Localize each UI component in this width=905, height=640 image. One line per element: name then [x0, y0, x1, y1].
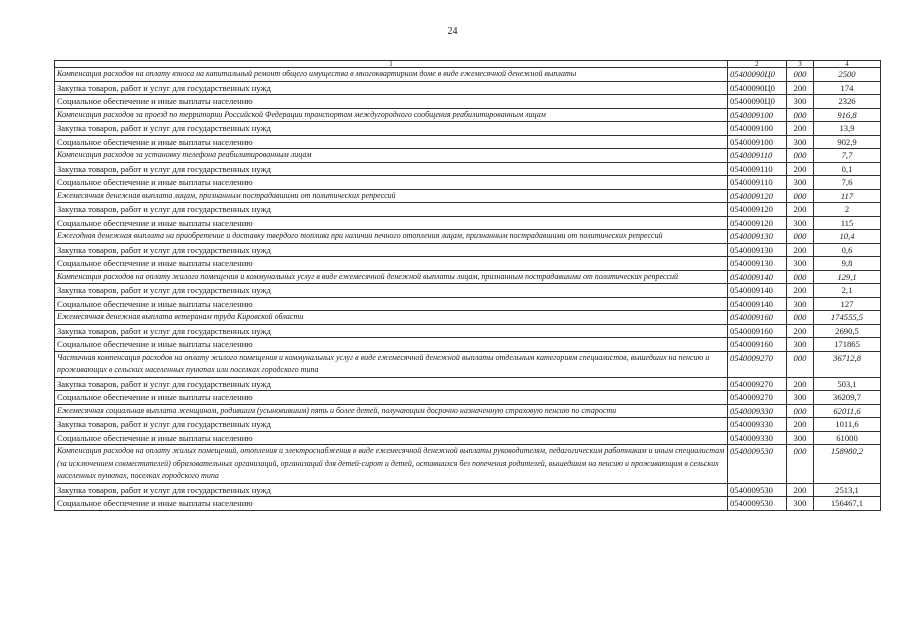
expense-type-cell: 300 [787, 95, 814, 109]
target-code-cell: 0540009160 [728, 311, 787, 325]
item-name-cell: Социальное обеспечение и иные выплаты населению [55, 391, 728, 405]
table-row-section [55, 270, 881, 284]
amount-cell: 2326 [814, 95, 881, 109]
expense-type-cell: 200 [787, 324, 814, 338]
expense-type-cell: 200 [787, 243, 814, 257]
table-row [55, 95, 881, 109]
target-code-cell: 05400090Ц0 [728, 95, 787, 109]
table-row [55, 81, 881, 95]
item-name-cell: Закупка товаров, работ и услуг для государственных нужд [55, 284, 728, 298]
expense-type-cell: 000 [787, 189, 814, 203]
column-number-row [55, 61, 881, 68]
amount-cell: 129,1 [814, 270, 881, 284]
amount-cell: 61000 [814, 431, 881, 445]
table-row-section [55, 230, 881, 244]
target-code-cell: 0540009140 [728, 284, 787, 298]
expense-type-cell: 000 [787, 445, 814, 484]
target-code-cell: 0540009100 [728, 122, 787, 136]
table-row [55, 135, 881, 149]
table-row [55, 497, 881, 511]
item-name-cell: Социальное обеспечение и иные выплаты населению [55, 176, 728, 190]
target-code-cell: 0540009130 [728, 243, 787, 257]
table-row [55, 284, 881, 298]
column-number: 1 [55, 61, 728, 68]
table-row [55, 483, 881, 497]
item-name-cell: Закупка товаров, работ и услуг для государственных нужд [55, 243, 728, 257]
target-code-cell: 0540009120 [728, 216, 787, 230]
column-number: 2 [728, 61, 787, 68]
expense-type-cell: 300 [787, 176, 814, 190]
target-code-cell: 0540009130 [728, 230, 787, 244]
expense-type-cell: 200 [787, 122, 814, 136]
amount-cell: 117 [814, 189, 881, 203]
item-name-cell: Закупка товаров, работ и услуг для государственных нужд [55, 418, 728, 432]
expense-type-cell: 300 [787, 135, 814, 149]
target-code-cell: 0540009160 [728, 338, 787, 352]
expense-type-cell: 200 [787, 203, 814, 217]
table-row-section [55, 149, 881, 163]
target-code-cell: 0540009270 [728, 391, 787, 405]
expense-type-cell: 300 [787, 431, 814, 445]
item-name-cell: Социальное обеспечение и иные выплаты населению [55, 257, 728, 271]
budget-table-body [55, 61, 881, 511]
target-code-cell: 0540009140 [728, 270, 787, 284]
target-code-cell: 0540009110 [728, 176, 787, 190]
table-row [55, 418, 881, 432]
target-code-cell: 0540009140 [728, 297, 787, 311]
column-number: 3 [787, 61, 814, 68]
item-name-cell: Социальное обеспечение и иные выплаты населению [55, 431, 728, 445]
amount-cell: 2690,5 [814, 324, 881, 338]
table-row [55, 338, 881, 352]
amount-cell: 115 [814, 216, 881, 230]
target-code-cell: 0540009120 [728, 189, 787, 203]
amount-cell: 2513,1 [814, 483, 881, 497]
table-row [55, 176, 881, 190]
page-number: 24 [447, 26, 458, 37]
target-code-cell: 0540009120 [728, 203, 787, 217]
item-name-cell: Закупка товаров, работ и услуг для государственных нужд [55, 377, 728, 391]
amount-cell: 36209,7 [814, 391, 881, 405]
expense-type-cell: 300 [787, 338, 814, 352]
table-row-section [55, 108, 881, 122]
target-code-cell: 0540009530 [728, 497, 787, 511]
item-name-cell: Ежемесячная денежная выплата лицам, признанным пострадавшими от политических репрессий [55, 189, 728, 203]
expense-type-cell: 000 [787, 351, 814, 377]
table-row [55, 324, 881, 338]
expense-type-cell: 300 [787, 257, 814, 271]
table-row-section [55, 351, 881, 377]
amount-cell: 158980,2 [814, 445, 881, 484]
amount-cell: 127 [814, 297, 881, 311]
amount-cell: 62011,6 [814, 404, 881, 418]
target-code-cell: 05400090Ц0 [728, 68, 787, 82]
target-code-cell: 0540009330 [728, 431, 787, 445]
expense-type-cell: 200 [787, 418, 814, 432]
amount-cell: 174 [814, 81, 881, 95]
target-code-cell: 0540009530 [728, 445, 787, 484]
table-row [55, 162, 881, 176]
amount-cell: 2 [814, 203, 881, 217]
table-row [55, 431, 881, 445]
item-name-cell: Социальное обеспечение и иные выплаты населению [55, 95, 728, 109]
table-row [55, 203, 881, 217]
target-code-cell: 0540009130 [728, 257, 787, 271]
amount-cell: 902,9 [814, 135, 881, 149]
item-name-cell: Компенсация расходов на оплату взноса на капитальный ремонт общего имущества в многоквартирном доме в виде ежемесячной денежной выплаты [55, 68, 728, 82]
table-row-section [55, 311, 881, 325]
amount-cell: 156467,1 [814, 497, 881, 511]
target-code-cell: 05400090Ц0 [728, 81, 787, 95]
amount-cell: 10,4 [814, 230, 881, 244]
amount-cell: 36712,8 [814, 351, 881, 377]
table-row [55, 377, 881, 391]
target-code-cell: 0540009100 [728, 135, 787, 149]
amount-cell: 0,6 [814, 243, 881, 257]
amount-cell: 174555,5 [814, 311, 881, 325]
item-name-cell: Закупка товаров, работ и услуг для государственных нужд [55, 203, 728, 217]
expense-type-cell: 300 [787, 297, 814, 311]
item-name-cell: Компенсация расходов на оплату жилого помещения и коммунальных услуг в виде ежемесячной денежной выплаты лицам, признанным пострадавшими от политических репрессий [55, 270, 728, 284]
target-code-cell: 0540009530 [728, 483, 787, 497]
table-row [55, 257, 881, 271]
item-name-cell: Закупка товаров, работ и услуг для государственных нужд [55, 162, 728, 176]
item-name-cell: Социальное обеспечение и иные выплаты населению [55, 135, 728, 149]
expense-type-cell: 200 [787, 284, 814, 298]
target-code-cell: 0540009270 [728, 377, 787, 391]
budget-table [54, 60, 881, 511]
expense-type-cell: 000 [787, 230, 814, 244]
expense-type-cell: 300 [787, 216, 814, 230]
item-name-cell: Закупка товаров, работ и услуг для государственных нужд [55, 81, 728, 95]
item-name-cell: Ежемесячная денежная выплата ветеранам труда Кировской области [55, 311, 728, 325]
amount-cell: 7,6 [814, 176, 881, 190]
amount-cell: 2,1 [814, 284, 881, 298]
table-row [55, 391, 881, 405]
item-name-cell: Социальное обеспечение и иные выплаты населению [55, 216, 728, 230]
item-name-cell: Компенсация расходов на оплату жилых помещений, отопления и электроснабжения в виде ежемесячной денежной выплаты руководителям, педагогическим работникам и иным специалистам (за исключением совместителей) образовательных организаций, организаций для детей-сирот и детей, оставшихся без попечения родителей, вышедшим на пенсию и проживающим в сельских населенных пунктах, поселках городского типа [55, 445, 728, 484]
expense-type-cell: 000 [787, 68, 814, 82]
table-row [55, 297, 881, 311]
table-row [55, 122, 881, 136]
target-code-cell: 0540009110 [728, 162, 787, 176]
expense-type-cell: 300 [787, 497, 814, 511]
table-row-section [55, 189, 881, 203]
amount-cell: 13,9 [814, 122, 881, 136]
table-row-section [55, 68, 881, 82]
target-code-cell: 0540009160 [728, 324, 787, 338]
table-row [55, 216, 881, 230]
amount-cell: 1011,6 [814, 418, 881, 432]
amount-cell: 0,1 [814, 162, 881, 176]
expense-type-cell: 000 [787, 404, 814, 418]
amount-cell: 916,8 [814, 108, 881, 122]
amount-cell: 2500 [814, 68, 881, 82]
item-name-cell: Компенсация расходов за проезд по территории Российской Федерации транспортом междугородного сообщения реабилитированным лицам [55, 108, 728, 122]
expense-type-cell: 200 [787, 483, 814, 497]
item-name-cell: Социальное обеспечение и иные выплаты населению [55, 497, 728, 511]
item-name-cell: Ежемесячная социальная выплата женщинам, родившим (усыновившим) пять и более детей, получающим досрочно назначенную страховую пенсию по старости [55, 404, 728, 418]
expense-type-cell: 000 [787, 149, 814, 163]
target-code-cell: 0540009330 [728, 404, 787, 418]
expense-type-cell: 200 [787, 162, 814, 176]
amount-cell: 9,8 [814, 257, 881, 271]
expense-type-cell: 200 [787, 377, 814, 391]
expense-type-cell: 000 [787, 311, 814, 325]
target-code-cell: 0540009270 [728, 351, 787, 377]
amount-cell: 503,1 [814, 377, 881, 391]
table-row-section [55, 404, 881, 418]
column-number: 4 [814, 61, 881, 68]
item-name-cell: Компенсация расходов за установку телефона реабилитированным лицам [55, 149, 728, 163]
item-name-cell: Закупка товаров, работ и услуг для государственных нужд [55, 122, 728, 136]
item-name-cell: Социальное обеспечение и иные выплаты населению [55, 297, 728, 311]
amount-cell: 7,7 [814, 149, 881, 163]
item-name-cell: Закупка товаров, работ и услуг для государственных нужд [55, 324, 728, 338]
item-name-cell: Частичная компенсация расходов на оплату жилого помещения и коммунальных услуг в виде ежемесячной денежной выплаты отдельным категориям специалистов, вышедших на пенсию и проживающих в сельских населенных пунктах или поселках городского типа [55, 351, 728, 377]
item-name-cell: Закупка товаров, работ и услуг для государственных нужд [55, 483, 728, 497]
expense-type-cell: 000 [787, 108, 814, 122]
target-code-cell: 0540009110 [728, 149, 787, 163]
item-name-cell: Социальное обеспечение и иные выплаты населению [55, 338, 728, 352]
table-row-section [55, 445, 881, 484]
item-name-cell: Ежегодная денежная выплата на приобретение и доставку твердого топлива при наличии печного отопления лицам, признанным пострадавшими от политических репрессий [55, 230, 728, 244]
target-code-cell: 0540009100 [728, 108, 787, 122]
expense-type-cell: 200 [787, 81, 814, 95]
expense-type-cell: 000 [787, 270, 814, 284]
amount-cell: 171865 [814, 338, 881, 352]
expense-type-cell: 300 [787, 391, 814, 405]
target-code-cell: 0540009330 [728, 418, 787, 432]
table-row [55, 243, 881, 257]
